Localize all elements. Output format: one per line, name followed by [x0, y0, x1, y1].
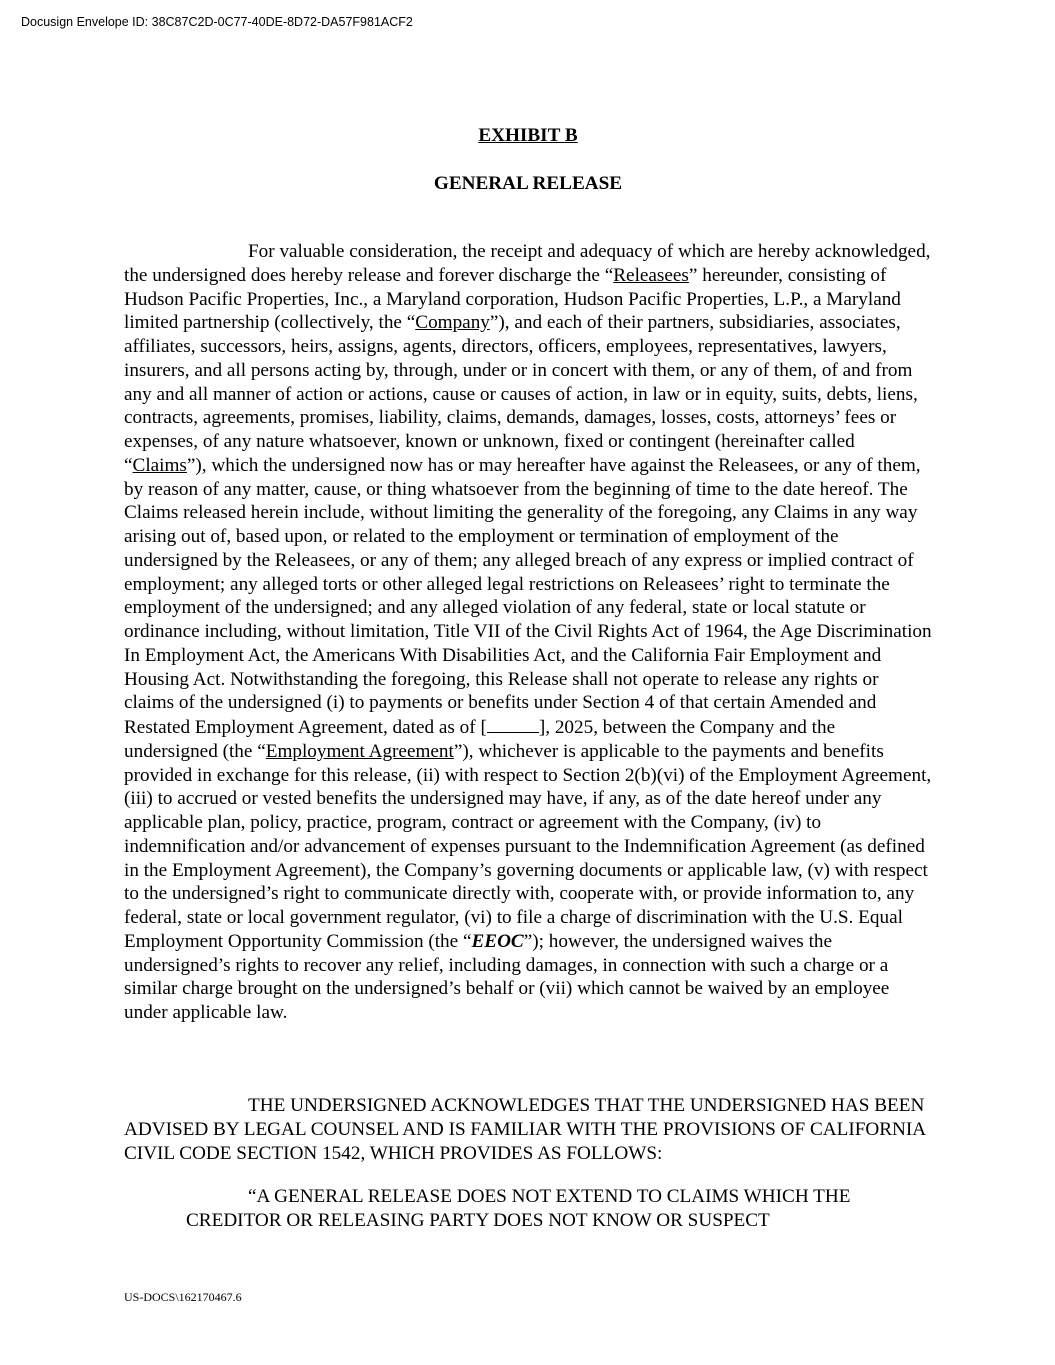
body-text-2: ” hereunder, consisting of Hudson Pacific Properties, Inc., a Maryland corporation, Hudson Pacific Properties, L.P., a Maryland limited partnership (collectively, the “	[124, 264, 901, 334]
defined-term-releasees: Releasees	[613, 264, 689, 286]
date-blank-field	[487, 715, 539, 733]
civil-code-quote: “A GENERAL RELEASE DOES NOT EXTEND TO CLAIMS WHICH THE CREDITOR OR RELEASING PARTY DOES NOT KNOW OR SUSPECT	[186, 1186, 851, 1231]
defined-term-company: Company	[415, 312, 490, 334]
body-text-4: ”), which the undersigned now has or may hereafter have against the Releasees, or any of them, by reason of any matter, cause, or thing whatsoever from the beginning of time to the date hereof. The Claims released herein include, without limiting the generality of the foregoing, any Claims in any way arising out of, based upon, or related to the employment or termination of employment of the undersigned by the Releasees, or any of them; any alleged breach of any express or implied contract of employment; any alleged torts or other alleged legal restrictions on Releasees’ right to terminate the employment of the undersigned; and any alleged violation of any federal, state or local statute or ordinance including, without limitation, Title VII of the Civil Rights Act of 1964, the Age Discrimination In Employment Act, the Americans With Disabilities Act, and the California Fair Employment and Housing Act. Notwithstanding the foregoing, this Release shall not operate to release any rights or claims of the undersigned (i) to payments or benefits under Section 4 of that certain Amended and Restated Employment Agreement, dated as of [	[124, 454, 932, 738]
footer-doc-id: US-DOCS\162170467.6	[124, 1290, 242, 1304]
body-text-6: ”), whichever is applicable to the payments and benefits provided in exchange for this release, (ii) with respect to Section 2(b)(vi) of the Employment Agreement, (iii) to accrued or vested benefits the undersigned may have, if any, as of the date hereof under any applicable plan, policy, practice, program, contract or agreement with the Company, (iv) to indemnification and/or advancement of expenses pursuant to the Indemnification Agreement (as defined in the Employment Agreement), the Company’s governing documents or applicable law, (v) with respect to the undersigned’s right to communicate directly with, cooperate with, or provide information to, any federal, state or local government regulator, (vi) to file a charge of discrimination with the U.S. Equal Employment Opportunity Commission (the “	[124, 740, 932, 952]
body-text-7: ”); however, the undersigned waives the undersigned’s rights to recover any relief, including damages, in connection with such a charge or a similar charge brought on the undersigned’s behalf or (vii) which cannot be waived by an employee under applicable law.	[124, 930, 890, 1023]
body-text-5: ], 2025, between the Company and the undersigned (the “	[124, 717, 836, 762]
release-body-paragraph	[124, 240, 932, 1025]
envelope-id: Docusign Envelope ID: 38C87C2D-0C77-40DE-8D72-DA57F981ACF2	[21, 15, 413, 29]
defined-term-claims: Claims	[132, 454, 187, 476]
acknowledgment-paragraph: THE UNDERSIGNED ACKNOWLEDGES THAT THE UNDERSIGNED HAS BEEN ADVISED BY LEGAL COUNSEL AND IS FAMILIAR WITH THE PROVISIONS OF CALIFORNIA CIVIL CODE SECTION 1542, WHICH PROVIDES AS FOLLOWS:	[124, 1095, 926, 1164]
body-text-1: For valuable consideration, the receipt and adequacy of which are hereby acknowledged, the undersigned does hereby release and forever discharge the “	[124, 241, 931, 286]
defined-term-eeoc: EEOC	[471, 930, 524, 952]
exhibit-title: EXHIBIT B	[478, 125, 578, 146]
defined-term-employment-agreement: Employment Agreement	[265, 740, 454, 762]
release-title: GENERAL RELEASE	[433, 173, 623, 194]
body-text-3: ”), and each of their partners, subsidiaries, associates, affiliates, successors, heirs, assigns, agents, directors, officers, employees, representatives, lawyers, insurers, and all persons acting by, through, under or in concert with them, or any of them, of and from any and all manner of action or actions, cause or causes of action, in law or in equity, suits, debts, liens, contracts, agreements, promises, liability, claims, demands, damages, losses, costs, attorneys’ fees or expenses, of any nature whatsoever, known or unknown, fixed or contingent (hereinafter called “	[124, 312, 918, 476]
